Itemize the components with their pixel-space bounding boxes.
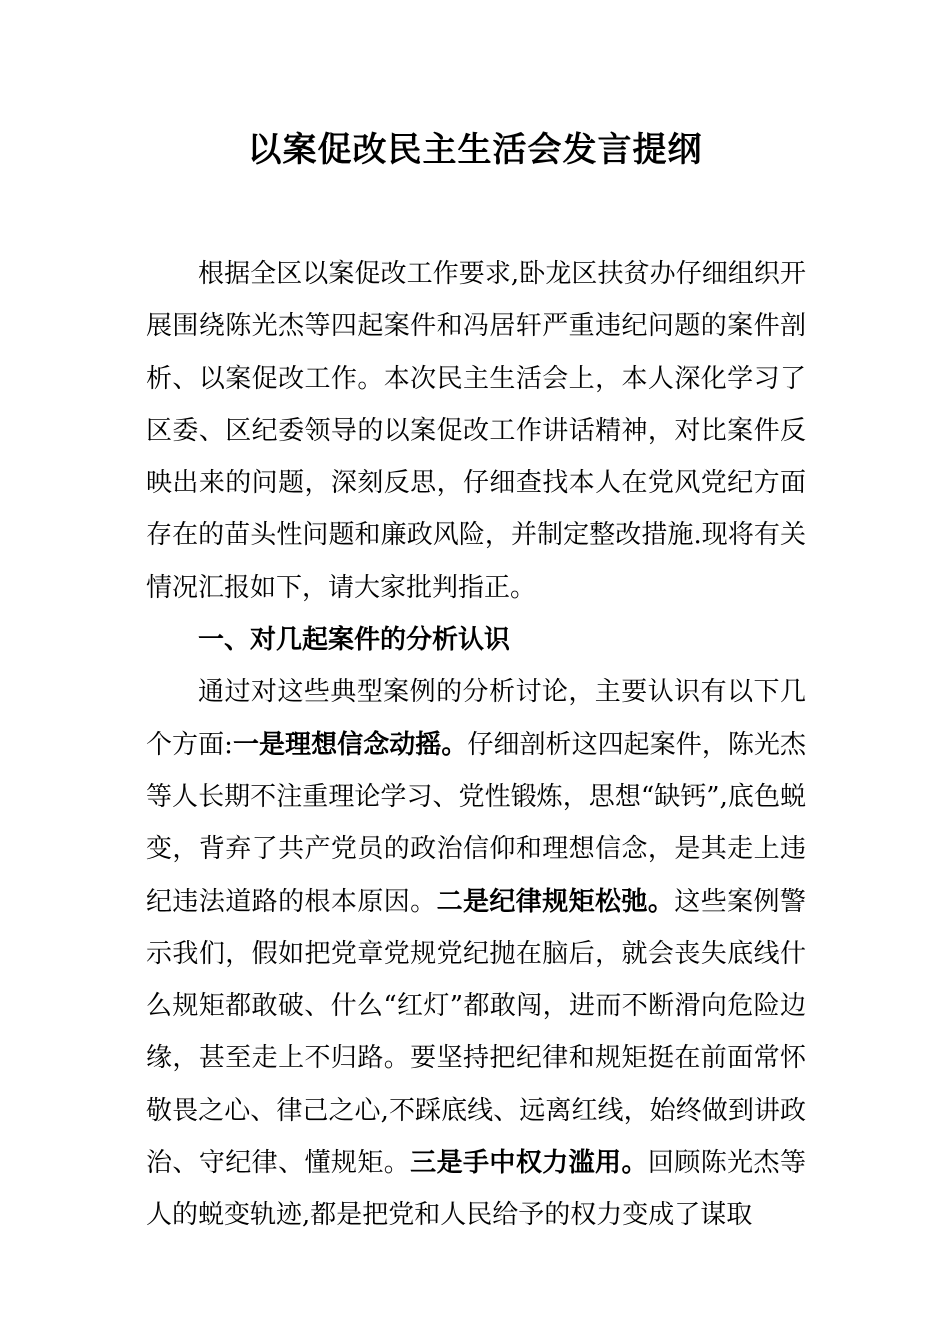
point-3-text: 回顾陈光杰等人的蜕变轨迹,都是把党和人民给予的权力变成了谋取 [146,1148,806,1231]
document-body [146,248,806,1242]
point-3-title: 三是手中权力滥用。 [410,1148,648,1179]
section-1-paragraph [146,666,806,1241]
intro-paragraph: 根据全区以案促改工作要求,卧龙区扶贫办仔细组织开展围绕陈光杰等四起案件和冯居轩严重违纪问题的案件剖析、以案促改工作。本次民主生活会上，本人深化学习了区委、区纪委领导的以案促改工作讲话精神，对比案件反映出来的问题，深刻反思，仔细查找本人在党风党纪方面存在的苗头性问题和廉政风险，并制定整改措施.现将有关情况汇报如下，请大家批判指正。 [146,259,806,603]
point-1-title: 一是理想信念动摇。 [232,729,468,760]
point-1-text: 仔细剖析这四起案件，陈光杰等人长期不注重理论学习、党性锻炼，思想“缺钙”,底色蜕变，背弃了共产党员的政治信仰和理想信念，是其走上违纪违法道路的根本原因。 [146,729,806,917]
section-heading-1: 一、对几起案件的分析认识 [198,625,511,656]
section-1-lead: 通过对这些典型案例的分析讨论，主要认识有以下几个方面: [146,677,806,760]
point-2-title: 二是纪律规矩松弛。 [436,886,675,917]
document-title: 以案促改民主生活会发言提纲 [247,130,703,170]
point-2-text: 这些案例警示我们，假如把党章党规党纪抛在脑后，就会丧失底线什么规矩都敢破、什么“红灯”都敢闯，进而不断滑向危险边缘，甚至走上不归路。要坚持把纪律和规矩挺在前面常怀敬畏之心、律己之心,不踩底线、远离红线，始终做到讲政治、守纪律、懂规矩。 [146,886,806,1179]
